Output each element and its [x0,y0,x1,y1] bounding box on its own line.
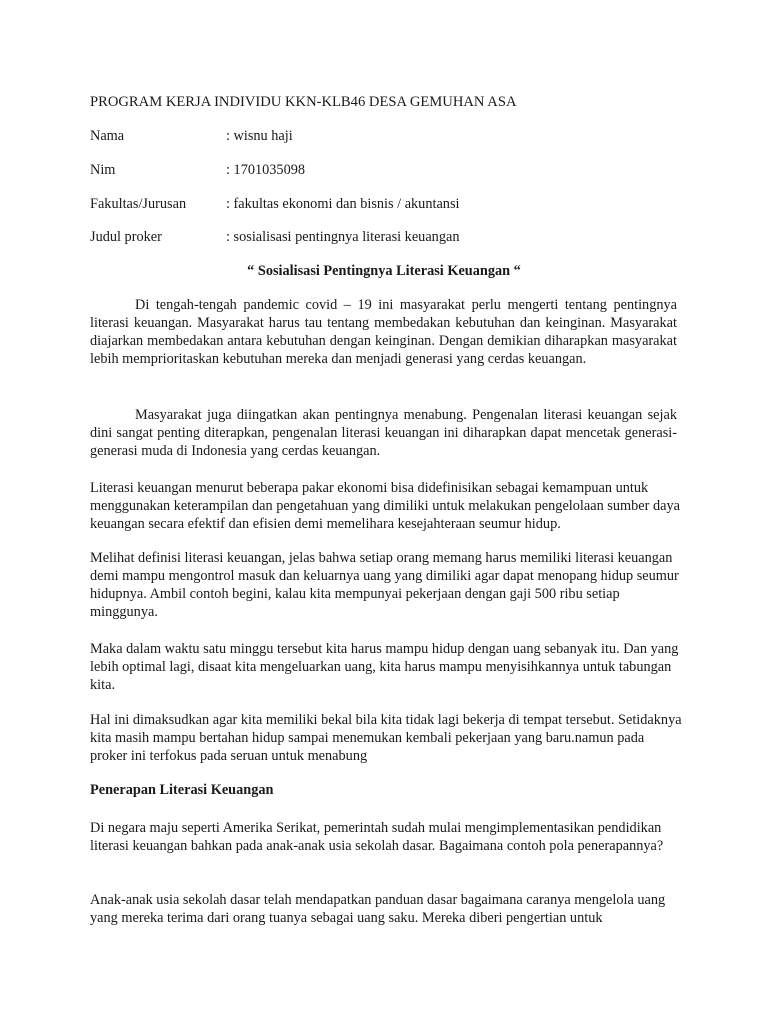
info-value: : sosialisasi pentingnya literasi keuangan [226,229,460,245]
section-paragraph-2: Anak-anak usia sekolah dasar telah mendapatkan panduan dasar bagaimana caranya mengelola uang yang mereka terima dari orang tuanya sebagai uang saku. Mereka diberi pengertian untuk [90,892,666,926]
paragraph-6: Hal ini dimaksudkan agar kita memiliki bekal bila kita tidak lagi bekerja di tempat tersebut. Setidaknya kita masih mampu bertahan hidup sampai menemukan kembali pekerjaan yang baru.namun pada proker ini terfokus pada seruan untuk menabung [90,712,682,764]
info-value: : wisnu haji [226,128,293,144]
info-row-nim [90,161,305,179]
info-label: Nama [90,128,125,144]
info-row-judul-proker [90,228,459,246]
paragraph-3: Literasi keuangan menurut beberapa pakar ekonomi bisa didefinisikan sebagai kemampuan untuk menggunakan keterampilan dan pengetahuan yang dimiliki untuk melakukan pengelolaan sumber daya keuangan secara efektif dan efisien demi memelihara kesejahteraan seumur hidup. [90,480,680,532]
document-title: PROGRAM KERJA INDIVIDU KKN-KLB46 DESA GEMUHAN ASA [90,94,517,110]
info-label: Nim [90,162,116,178]
section-heading: Penerapan Literasi Keuangan [90,782,274,798]
info-value: : 1701035098 [226,162,306,178]
paragraph-2: Masyarakat juga diingatkan akan pentingnya menabung. Pengenalan literasi keuangan sejak dini sangat penting diterapkan, pengenalan literasi keuangan ini diharapkan dapat mencetak generasi-generasi muda di Indonesia yang cerdas keuangan. [90,407,677,459]
info-label: Judul proker [90,229,162,245]
section-paragraph-1: Di negara maju seperti Amerika Serikat, pemerintah sudah mulai mengimplementasikan pendidikan literasi keuangan bahkan pada anak-anak usia sekolah dasar. Bagaimana contoh pola penerapannya? [90,820,664,854]
paragraph-4: Melihat definisi literasi keuangan, jelas bahwa setiap orang memang harus memiliki literasi keuangan demi mampu mengontrol masuk dan keluarnya uang yang dimiliki agar dapat menopang hidup seumur hidupnya. Ambil contoh begini, kalau kita mempunyai pekerjaan dengan gaji 500 ribu setiap minggunya. [90,550,679,620]
info-value: : fakultas ekonomi dan bisnis / akuntansi [226,196,460,212]
proker-title-heading: “ Sosialisasi Pentingnya Literasi Keuangan “ [247,263,521,279]
paragraph-1: Di tengah-tengah pandemic covid – 19 ini masyarakat perlu mengerti tentang pentingnya literasi keuangan. Masyarakat harus tau tentang membedakan kebutuhan dan keinginan. Masyarakat diajarkan membedakan antara kebutuhan dengan keinginan. Dengan demikian diharapkan masyarakat lebih memprioritaskan kebutuhan mereka dan menjadi generasi yang cerdas keuangan. [90,297,677,367]
info-row-fakultas [90,195,459,213]
info-label: Fakultas/Jurusan [90,196,187,212]
paragraph-5: Maka dalam waktu satu minggu tersebut kita harus mampu hidup dengan uang sebanyak itu. Dan yang lebih optimal lagi, disaat kita mengeluarkan uang, kita harus mampu menyisihkannya untuk tabungan kita. [90,641,679,693]
info-row-nama [90,127,293,145]
